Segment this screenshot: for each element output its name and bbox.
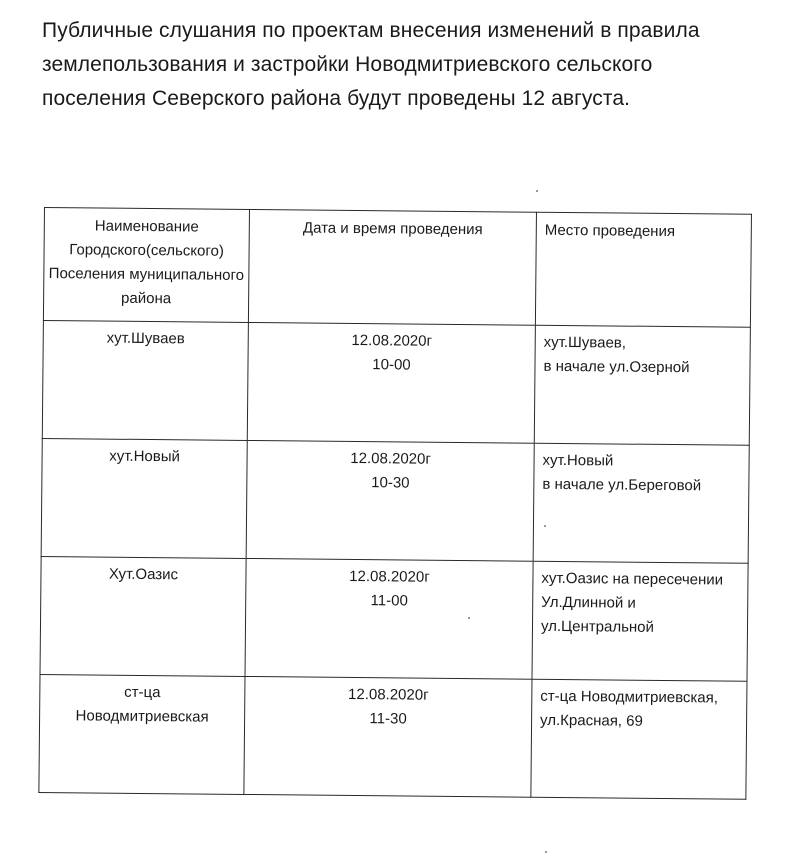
place-line: хут.Шуваев, (543, 333, 627, 352)
hearing-date: 12.08.2020г (351, 331, 433, 350)
cell-settlement (42, 320, 248, 440)
header-settlement: Наименование Городского(сельского) Поселения муниципального района (43, 208, 249, 323)
place-line: в начале ул.Береговой (542, 475, 702, 495)
cell-settlement (40, 556, 246, 676)
hearing-date: 12.08.2020г (347, 685, 429, 704)
settlement-name: хут.Новый (109, 447, 181, 466)
settlement-name: хут.Шуваев (106, 329, 185, 348)
header-datetime: Дата и время проведения (248, 209, 536, 325)
hearing-date: 12.08.2020г (349, 567, 430, 586)
cell-settlement (39, 674, 245, 794)
cell-datetime (247, 322, 535, 443)
hearing-time: 10-30 (371, 474, 410, 492)
scan-speck (536, 190, 538, 192)
page-title: Публичные слушания по проектам внесения изменений в правила землепользования и застройки Новодмитриевского сельского поселения Северского района будут проведены 12 августа. (42, 19, 700, 110)
place-line: Ул.Длинной и (541, 593, 636, 612)
cell-place (532, 561, 748, 681)
settlement-name: Хут.Оазис (108, 565, 179, 584)
table-row (41, 438, 749, 563)
scan-speck (545, 851, 547, 853)
cell-place (531, 679, 747, 799)
hearing-time: 11-00 (370, 592, 408, 610)
scan-speck (468, 617, 470, 619)
place-line: ул.Центральной (540, 617, 655, 636)
hearing-date: 12.08.2020г (350, 449, 431, 468)
table-row (42, 320, 750, 445)
place-line: хут.Оазис на пересечении (541, 569, 724, 589)
cell-datetime (244, 676, 532, 797)
place-line: ст-ца Новодмитриевская, (540, 687, 719, 707)
hearing-time: 10-00 (372, 356, 411, 374)
place-line: ул.Красная, 69 (540, 711, 643, 730)
settlement-name: Новодмитриевская (75, 707, 209, 726)
scan-speck (544, 525, 546, 527)
cell-datetime (246, 440, 534, 561)
header-place: Место проведения (535, 212, 751, 327)
table-row (39, 674, 747, 799)
cell-settlement (41, 438, 247, 558)
cell-place (534, 325, 750, 445)
cell-datetime (245, 558, 533, 679)
settlement-name: ст-ца (124, 683, 161, 702)
hearing-time: 11-30 (369, 710, 407, 728)
place-line: в начале ул.Озерной (543, 357, 690, 377)
cell-place (533, 443, 749, 563)
table-row (40, 556, 748, 681)
place-line: хут.Новый (542, 451, 614, 470)
schedule-table (38, 207, 752, 800)
table-header-row (43, 208, 751, 328)
